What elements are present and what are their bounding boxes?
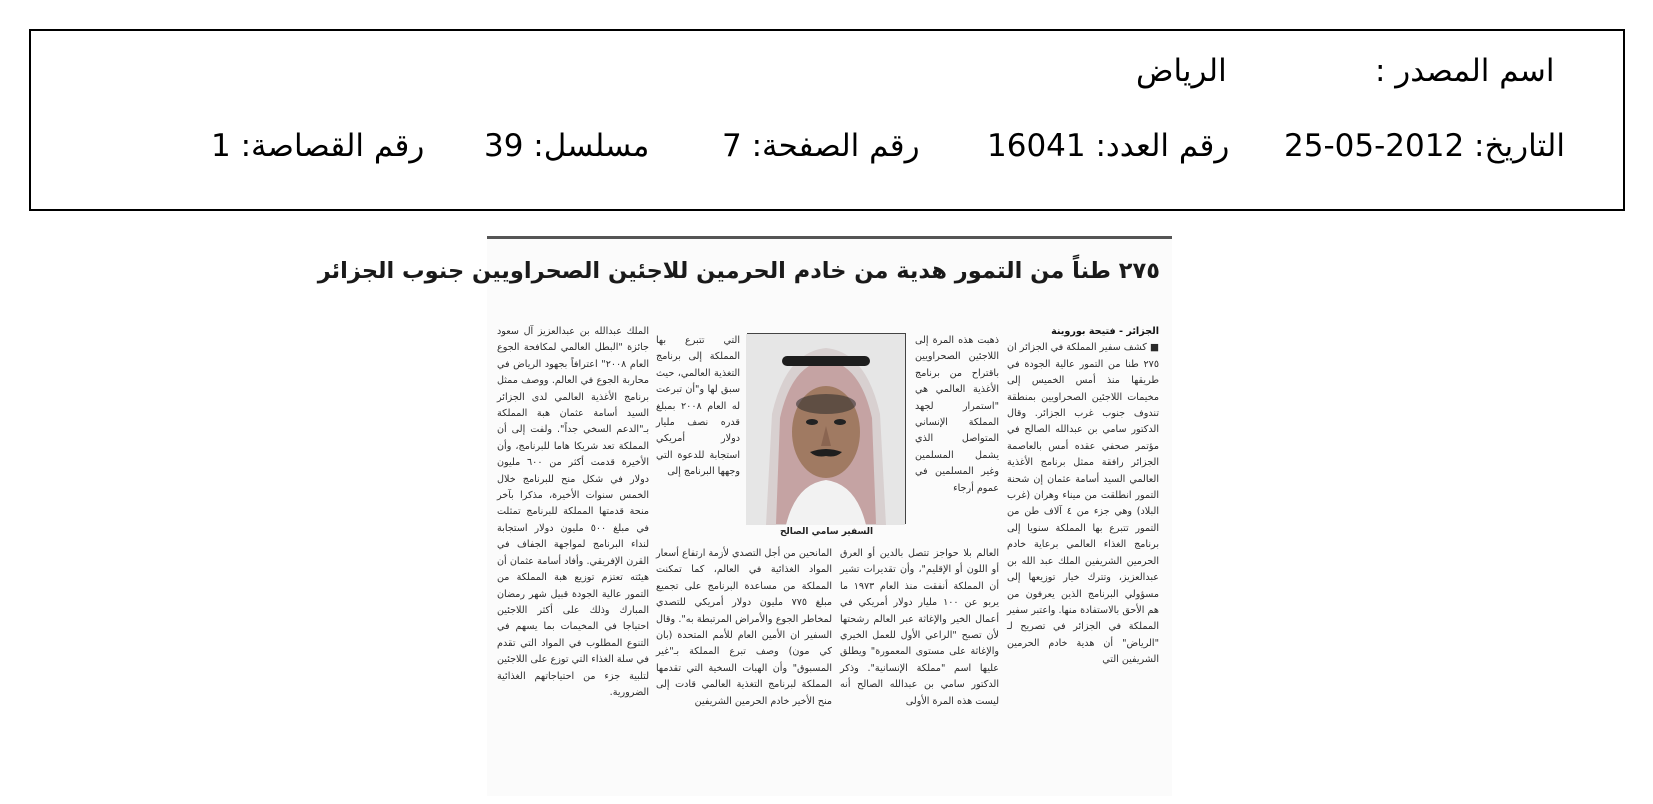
page-number-field: رقم الصفحة: 7 xyxy=(722,128,920,164)
article-column-2-top xyxy=(915,333,999,540)
column-2-top-text: ذهبت هذه المرة إلى اللاجئين الصحراويين باقتراح من برنامج الأغذية العالمي هي "استمرار لجهد المملكة الإنساني المتواصل الذي يشمل المسلمين وغير المسلمين في عموم أرجاء xyxy=(915,335,999,494)
column-2-bottom-text: العالم بلا حواجز تتصل بالدين أو العرق أو اللون أو الإقليم"، وأن تقديرات تشير أن المملكة أنفقت منذ العام ١٩٧٣ ما يربو عن ١٠٠ مليار دولار أمريكي في أعمال الخير والإغاثة عبر العالم رشحتها لأن تصبح "الراعي الأول للعمل الخيري والإغاثة على مستوى المعمورة" ويطلق عليها اسم "مملكة الإنسانية". وذكر الدكتور سامي بن عبدالله الصالح أنه ليست هذه المرة الأولى xyxy=(840,548,999,707)
article-column-3-top xyxy=(656,333,740,540)
article-headline: ٢٧٥ طناً من التمور هدية من خادم الحرمين للاجئين الصحراويين جنوب الجزائر xyxy=(317,258,1160,284)
date-field: التاريخ: 2012-05-25 xyxy=(1284,128,1565,164)
source-value: الرياض xyxy=(1136,53,1227,89)
article-column-4 xyxy=(497,324,649,794)
ambassador-photo xyxy=(747,333,906,524)
column-3-bottom-text: المانحين من أجل التصدي لأزمة ارتفاع أسعار المواد الغذائية في العالم، كما تمكنت المملكة من مساعدة البرنامج على تجميع مبلغ ٧٧٥ مليون دولار أمريكي للتصدي لمخاطر الجوع والأمراض المرتبطة به". وقال السفير ان الأمين العام للأمم المتحدة (بان كي مون) وصف تبرع المملكة بـ"غير المسبوق" وأن الهبات السخية التي تقدمها المملكة لبرنامج التغذية العالمي قادت إلى منح الأخير خادم الحرمين الشريفين xyxy=(656,548,832,707)
serial-field: مسلسل: 39 xyxy=(484,128,650,164)
column-4-text: الملك عبدالله بن عبدالعزيز آل سعود جائزة "البطل العالمي لمكافحة الجوع العام ٢٠٠٨" اعترافاً بجهود الرياض في محاربة الجوع في العالم. ووصف ممثل برنامج الأغذية العالمي لدى الجزائر السيد أسامة عثمان هبة المملكة بـ"الدعم السخي جداً". ولفت إلى أن المملكة تعد شريكا هاما للبرنامج، وأن الأخيرة قدمت أكثر من ٦٠٠ مليون دولار في شكل منح للبرنامج خلال الخمس سنوات الأخيرة، مذكرا بآخر منحة قدمتها المملكة للبرنامج تمثلت في مبلغ ٥٠٠ مليون دولار استجابة لنداء البرنامج لمواجهة الجفاف في القرن الإفريقي. وأفاد أسامة عثمان أن هيئته تعتزم توزيع هبة المملكة من التمور عالية الجودة قبيل شهر رمضان المبارك وذلك على أكثر اللاجئين احتياجا في المخيمات بما يسهم في التنوع المطلوب في المواد التي تقدم في سلة الغذاء التي توزع على اللاجئين لتلبية جزء من احتياجاتهم الغذائية الضرورية. xyxy=(497,326,650,698)
article-column-1 xyxy=(1007,324,1159,794)
column-3-top-text: التي تتبرع بها المملكة إلى برنامج التغذية العالمي، حيث سبق لها و"أن تبرعت له العام ٢٠٠٨ بمبلغ قدره نصف مليار دولار أمريكي استجابة للدعوة التي وجهها البرنامج إلى xyxy=(656,335,741,478)
source-label: اسم المصدر : xyxy=(1375,53,1555,89)
issue-number-field: رقم العدد: 16041 xyxy=(987,128,1230,164)
photo-caption: السفير سامي الصالح xyxy=(779,527,874,537)
article-column-3-bottom xyxy=(656,546,832,796)
article-byline: الجزائر - فتيحة بوروينة xyxy=(1051,326,1159,337)
column-1-text: ■ كشف سفير المملكة في الجزائر ان ٢٧٥ طنا من التمور عالية الجودة في طريقها منذ أمس الخميس إلى مخيمات اللاجئين الصحراويين بمنطقة تندوف جنوب غرب الجزائر. وقال الدكتور سامي بن عبدالله الصالح في مؤتمر صحفي عقده أمس بالعاصمة الجزائر رافقة ممثل برنامج الأغذية العالمي السيد أسامة عثمان إن شحنة التمور انطلقت من ميناء وهران (غرب البلاد) وهي جزء من ٤ آلاف طن من التمور تتبرع بها المملكة سنويا إلى برنامج الغذاء العالمي برعاية خادم الحرمين الشريفين الملك عبد الله بن عبدالعزيز، وتترك خيار توزيعها إلى مسؤولي البرنامج الذين يعرفون من هم الأحق بالاستفادة منها. واعتبر سفير المملكة في الجزائر في تصريح لـ "الرياض" أن هدية خادم الحرمين الشريفين التي xyxy=(1007,342,1159,666)
clip-number-field: رقم القصاصة: 1 xyxy=(211,128,425,164)
portrait-image xyxy=(746,334,905,525)
top-rule xyxy=(487,236,1172,239)
newspaper-clipping xyxy=(317,236,1172,796)
article-column-2-bottom xyxy=(840,546,999,796)
